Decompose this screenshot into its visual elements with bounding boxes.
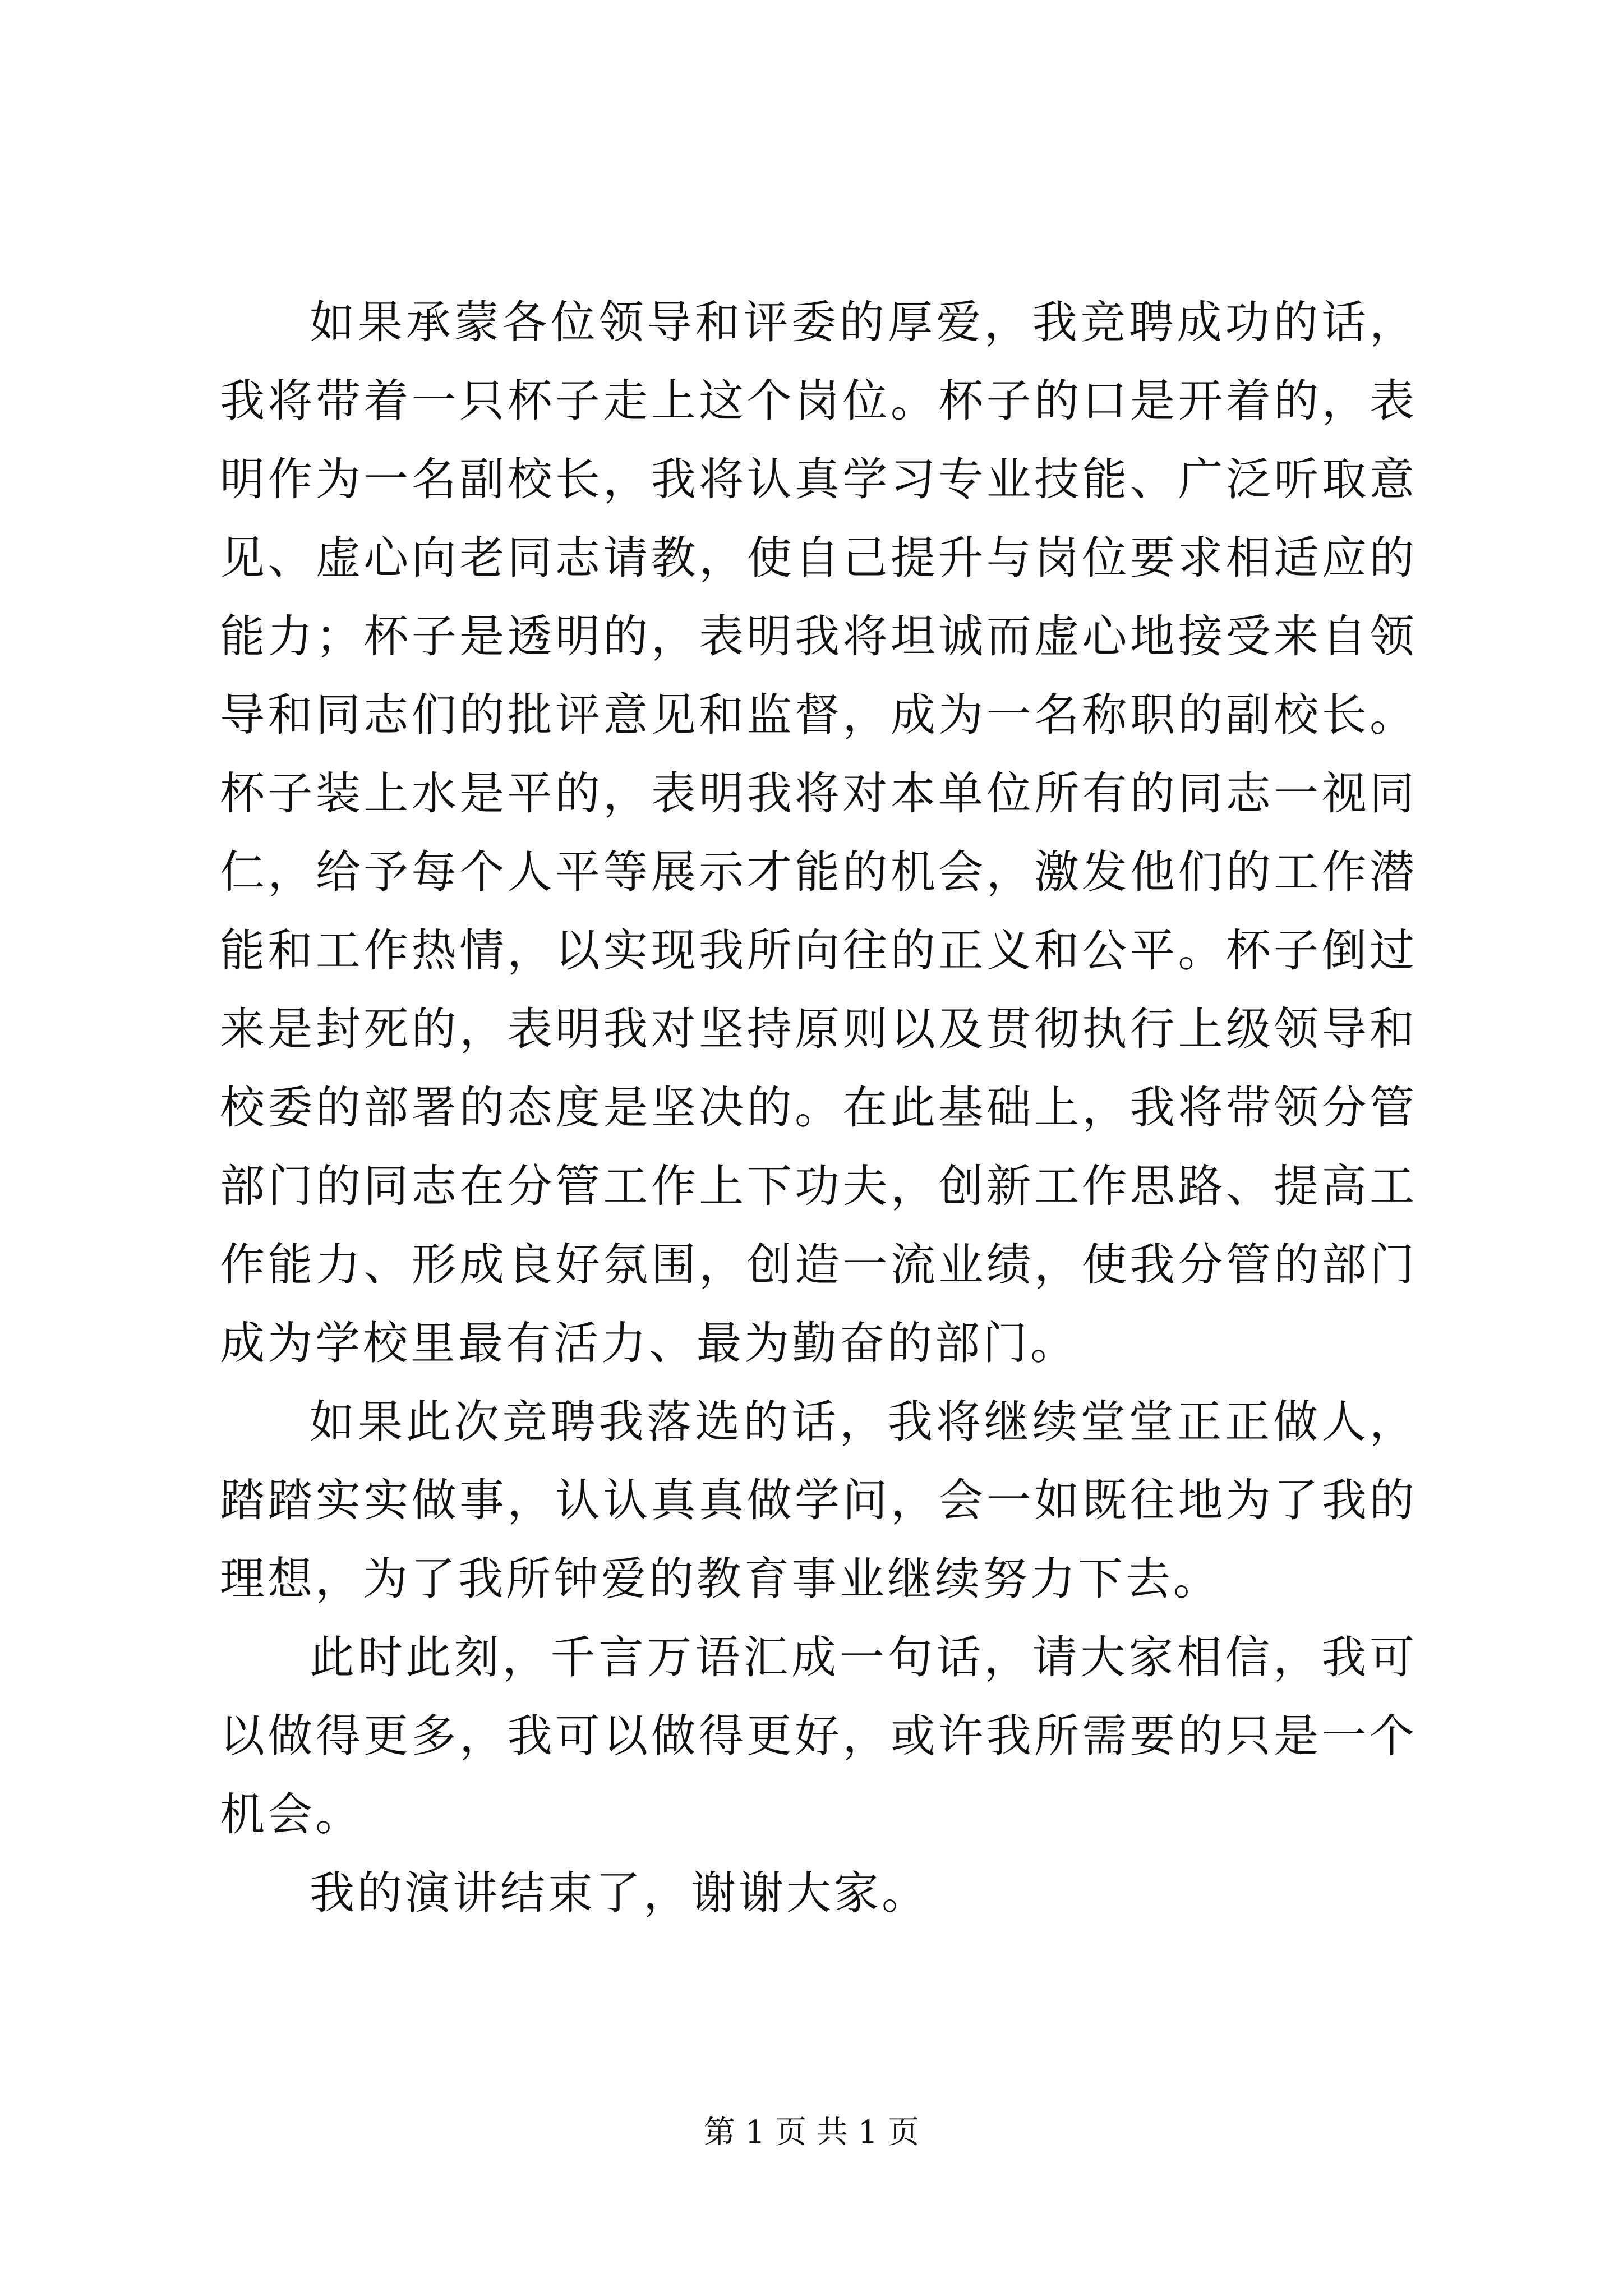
paragraph-1: 如果承蒙各位领导和评委的厚爱，我竞聘成功的话，我将带着一只杯子走上这个岗位。杯子的口是开着的，表明作为一名副校长，我将认真学习专业技能、广泛听取意见、虚心向老同志请教，使自己提升与岗位要求相适应的能力；杯子是透明的，表明我将坦诚而虚心地接受来自领导和同志们的批评意见和监督，成为一名称职的副校长。杯子装上水是平的，表明我将对本单位所有的同志一视同仁，给予每个人平等展示才能的机会，激发他们的工作潜能和工作热情，以实现我所向往的正义和公平。杯子倒过来是封死的，表明我对坚持原则以及贯彻执行上级领导和校委的部署的态度是坚决的。在此基础上，我将带领分管部门的同志在分管工作上下功夫，创新工作思路、提高工作能力、形成良好氛围，创造一流业绩，使我分管的部门成为学校里最有活力、最为勤奋的部门。 (220, 296, 1417, 1369)
paragraph-4: 我的演讲结束了，谢谢大家。 (310, 1867, 929, 1919)
page-footer: 第 1 页 共 1 页 (703, 2114, 920, 2151)
document-body (220, 283, 1417, 1932)
paragraph-3: 此时此刻，千言万语汇成一句话，请大家相信，我可以做得更多，我可以做得更好，或许我所需要的只是一个机会。 (220, 1631, 1417, 1841)
paragraph-2: 如果此次竞聘我落选的话，我将继续堂堂正正做人，踏踏实实做事，认认真真做学问，会一如既往地为了我的理想，为了我所钟爱的教育事业继续努力下去。 (220, 1396, 1417, 1605)
